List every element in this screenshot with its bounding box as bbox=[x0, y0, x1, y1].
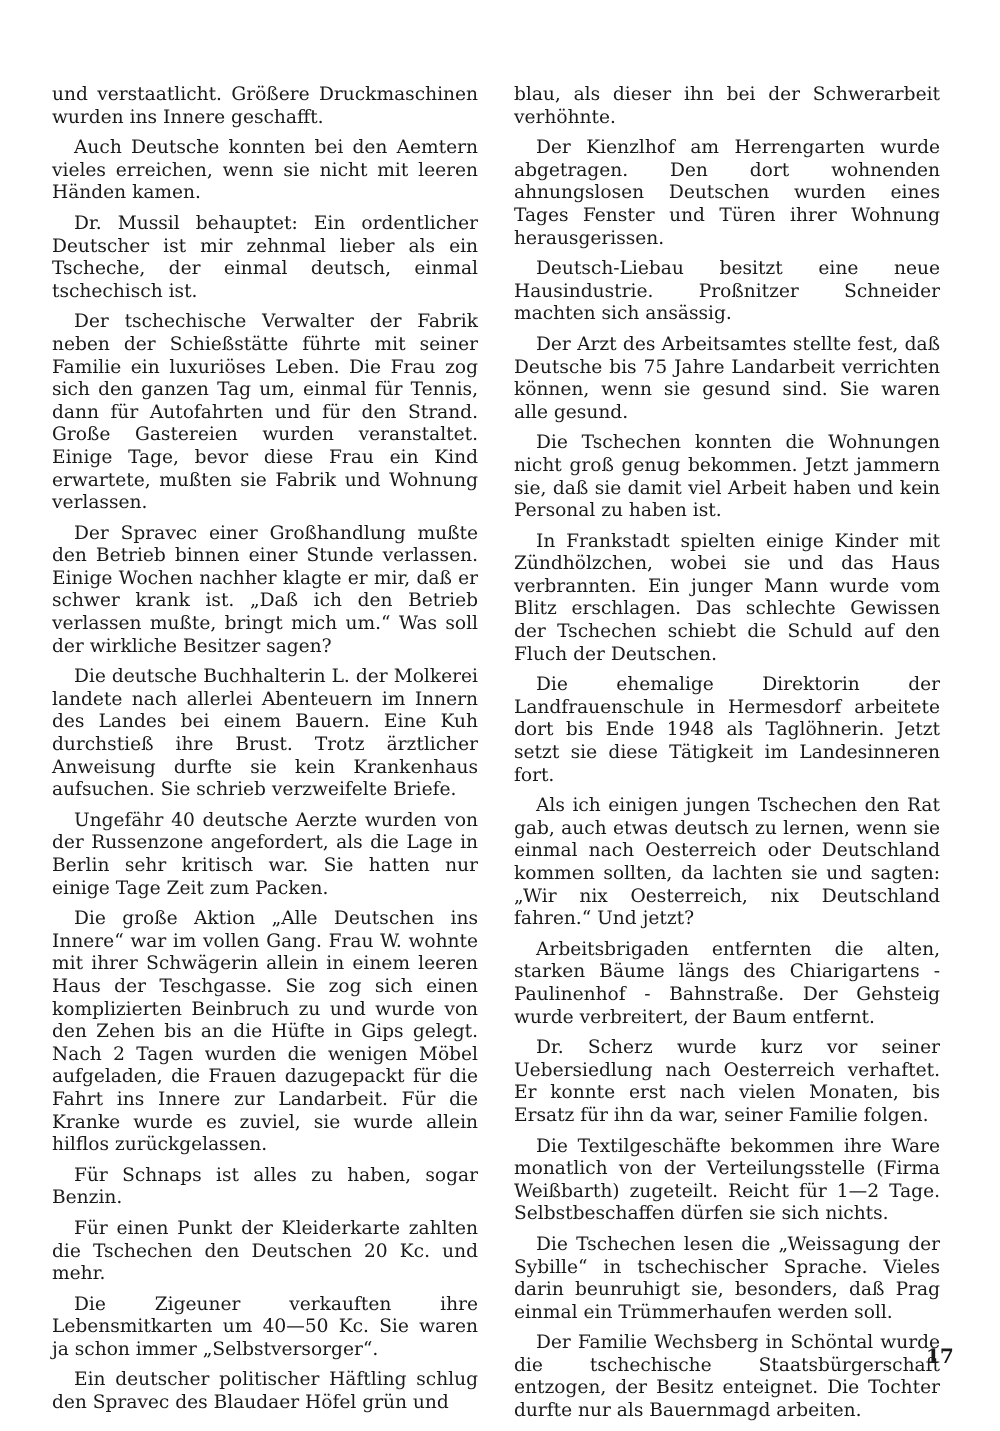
paragraph: Die Textilgeschäfte bekommen ihre Ware monatlich von der Verteilungsstelle (Firma Weißbarth) zugeteilt. Reicht für 1—2 Tage. Selbstbeschaffen dürfen sie sich nichts. bbox=[514, 1135, 940, 1225]
paragraph: blau, als dieser ihn bei der Schwerarbeit verhöhnte. bbox=[514, 84, 940, 128]
paragraph: Die große Aktion „Alle Deutschen ins Innere“ war im vollen Gang. Frau W. wohnte mit ihrer Schwägerin allein in einem leeren Haus der Teschgasse. Sie zog sich einen komplizierten Beinbruch zu und wurde von den Zehen bis an die Hüfte in Gips gelegt. Nach 2 Tagen wurden die wenigen Möbel aufgeladen, die Frauen dazugepackt für die Fahrt ins Innere zur Landarbeit. Für die Kranke wurde es zuviel, sie wurde allein hilflos zurückgelassen. bbox=[52, 908, 478, 1156]
paragraph: In Frankstadt spielten einige Kinder mit Zündhölzchen, wobei sie und das Haus verbrannten. Ein junger Mann wurde vom Blitz erschlagen. Das schlechte Gewissen der Tschechen schiebt die Schuld auf den Fluch der Deutschen. bbox=[514, 530, 940, 665]
paragraph: Ungefähr 40 deutsche Aerzte wurden von der Russenzone angefordert, als die Lage in Berlin sehr kritisch war. Sie hatten nur einige Tage Zeit zum Packen. bbox=[52, 809, 478, 899]
paragraph: Die Tschechen lesen die „Weissagung der Sybille“ in tschechischer Sprache. Vieles darin beunruhigt sie, besonders, daß Prag einmal ein Trümmerhaufen werden soll. bbox=[514, 1233, 940, 1323]
paragraph: Die deutsche Buchhalterin L. der Molkerei landete nach allerlei Abenteuern im Innern des Landes bei einem Bauern. Eine Kuh durchstieß ihre Brust. Trotz ärztlicher Anweisung durfte sie kein Krankenhaus aufsuchen. Sie schrieb verzweifelte Briefe. bbox=[52, 666, 478, 801]
paragraph: Für einen Punkt der Kleiderkarte zahlten die Tschechen den Deutschen 20 Kc. und mehr. bbox=[52, 1217, 478, 1285]
right-column bbox=[514, 84, 940, 1431]
paragraph: Dr. Mussil behauptet: Ein ordentlicher Deutscher ist mir zehnmal lieber als ein Tscheche, der einmal deutsch, einmal tschechisch ist. bbox=[52, 212, 478, 302]
paragraph: Die ehemalige Direktorin der Landfrauenschule in Hermesdorf arbeitete dort bis Ende 1948 als Taglöhnerin. Jetzt setzt sie diese Tätigkeit im Landesinneren fort. bbox=[514, 674, 940, 786]
paragraph: Die Zigeuner verkauften ihre Lebensmitkarten um 40—50 Kc. Sie waren ja schon immer „Selbstversorger“. bbox=[52, 1293, 478, 1360]
paragraph: Dr. Scherz wurde kurz vor seiner Uebersiedlung nach Oesterreich verhaftet. Er konnte erst nach vielen Monaten, bis Ersatz für ihn da war, seiner Familie folgen. bbox=[514, 1037, 940, 1126]
paragraph: Der Arzt des Arbeitsamtes stellte fest, daß Deutsche bis 75 Jahre Landarbeit verrichten können, wenn sie gesund sind. Sie waren alle gesund. bbox=[514, 333, 940, 423]
paragraph: und verstaatlicht. Größere Druckmaschinen wurden ins Innere geschafft. bbox=[52, 84, 478, 128]
page-number: 17 bbox=[926, 1344, 954, 1368]
paragraph: Für Schnaps ist alles zu haben, sogar Benzin. bbox=[52, 1164, 478, 1209]
paragraph: Der Kienzlhof am Herrengarten wurde abgetragen. Den dort wohnenden ahnungslosen Deutschen wurden eines Tages Fenster und Türen ihrer Wohnung herausgerissen. bbox=[514, 137, 940, 249]
paragraph: Der Familie Wechsberg in Schöntal wurde die tschechische Staatsbürgerschaft entzogen, der Besitz enteignet. Die Tochter durfte nur als Bauernmagd arbeiten. bbox=[514, 1332, 940, 1422]
paragraph: Arbeitsbrigaden entfernten die alten, starken Bäume längs des Chiarigartens - Paulinenhof - Bahnstraße. Der Gehsteig wurde verbreitert, der Baum entfernt. bbox=[514, 938, 940, 1028]
paragraph: Die Tschechen konnten die Wohnungen nicht groß genug bekommen. Jetzt jammern sie, daß sie damit viel Arbeit haben und kein Personal zu haben ist. bbox=[514, 432, 940, 522]
paragraph: Der Spravec einer Großhandlung mußte den Betrieb binnen einer Stunde verlassen. Einige Wochen nachher klagte er mir, daß er schwer krank ist. „Daß ich den Betrieb verlassen mußte, bringt mich um.“ Was soll der wirkliche Besitzer sagen? bbox=[52, 522, 478, 657]
paragraph: Deutsch-Liebau besitzt eine neue Hausindustrie. Proßnitzer Schneider machten sich ansässig. bbox=[514, 258, 940, 325]
paragraph: Ein deutscher politischer Häftling schlug den Spravec des Blaudaer Höfel grün und bbox=[52, 1369, 478, 1414]
paragraph: Als ich einigen jungen Tschechen den Rat gab, auch etwas deutsch zu lernen, wenn sie einmal nach Oesterreich oder Deutschland kommen sollten, da lachten sie und sagten: „Wir nix Oesterreich, nix Deutschland fahren.“ Und jetzt? bbox=[514, 795, 940, 930]
paragraph: Auch Deutsche konnten bei den Aemtern vieles erreichen, wenn sie nicht mit leeren Händen kamen. bbox=[52, 137, 478, 204]
left-column bbox=[52, 84, 478, 1423]
paragraph: Der tschechische Verwalter der Fabrik neben der Schießstätte führte mit seiner Familie ein luxuriöses Leben. Die Frau zog sich den ganzen Tag um, einmal für Tennis, dann für Autofahrten und für den Strand. Große Gastereien wurden veranstaltet. Einige Tage, bevor diese Frau ein Kind erwartete, mußten sie Fabrik und Wohnung verlassen. bbox=[52, 311, 478, 514]
